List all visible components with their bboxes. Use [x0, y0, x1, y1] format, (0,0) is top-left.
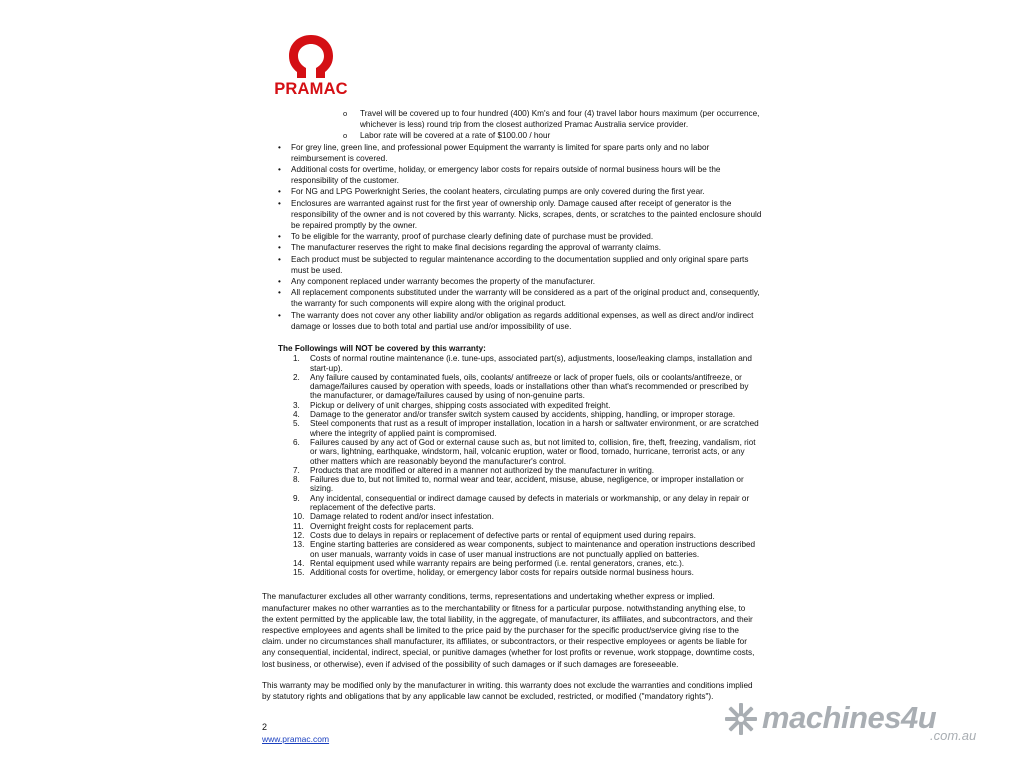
watermark-suffix: u — [917, 700, 937, 735]
exclusion-text: Rental equipment used while warranty repairs are being performed (i.e. rental generators, cranes, etc.). — [310, 558, 685, 568]
sub-item: o Travel will be covered up to four hundred (400) Km's and four (4) travel labor hours maximum (per occurrence, whichever is less) round trip from the closest authorized Pramac Australia service provider. — [360, 108, 762, 130]
exclusion-item — [293, 475, 762, 494]
exclusion-text: Damage to the generator and/or transfer switch system caused by accidents, shipping, handling, or improper storage. — [310, 410, 736, 420]
bullet-item: • Any component replaced under warranty becomes the property of the manufacturer. — [291, 276, 762, 287]
exclusion-number: 6. — [293, 437, 300, 447]
exclusions-list — [262, 354, 762, 577]
exclusion-number: 15. — [293, 568, 305, 578]
exclusion-number: 11. — [293, 521, 304, 531]
exclusion-item — [293, 354, 762, 373]
exclusion-text: Costs of normal routine maintenance (i.e. tune-ups, associated part(s), adjustments, loose/leaking clamps, installation and start-up). — [310, 354, 752, 373]
disclaimer-paragraph: The manufacturer excludes all other warranty conditions, terms, representations and undertaking whether express or implied. manufacturer makes no other warranties as to the merchantability or fitness for a particular purpose. notwithstanding anything else, to the extent permitted by the applicable law, the total liability, in the aggregate, of manufacturer, its affiliates, and subcontractors, and their respective employees and agents shall be limited to the price paid by the purchaser for the specific product/service giving rise to the claim. under no circumstances shall manufacturer, its affiliates, or subcontractors, or their respective employees or agents be liable for any consequential, incidental, indirect, special, or punitive damages (whether for lost profits or revenue, work stoppage, downtime costs, lost business, or otherwise), even if advised of the possibility of such damages or if such damages are foreseeable. — [262, 592, 755, 669]
exclusion-text: Products that are modified or altered in a manner not authorized by the manufacturer in writing. — [310, 465, 655, 475]
bullet-item: • To be eligible for the warranty, proof of purchase clearly defining date of purchase must be provided. — [291, 231, 762, 242]
bullet-item: • The manufacturer reserves the right to make final decisions regarding the approval of warranty claims. — [291, 242, 762, 253]
pramac-logo — [262, 32, 360, 98]
sub-item: o Labor rate will be covered at a rate of $100.00 / hour — [360, 130, 762, 141]
exclusion-item — [293, 540, 762, 559]
pramac-logo-mark — [262, 32, 360, 82]
watermark-domain: .com.au — [930, 728, 977, 743]
exclusion-number: 14. — [293, 558, 305, 568]
bullet-item: • Additional costs for overtime, holiday, or emergency labor costs for repairs outside of normal business hours will be the responsibility of the customer. — [291, 164, 762, 186]
footer-link[interactable]: www.pramac.com — [262, 734, 330, 744]
exclusion-text: Failures caused by any act of God or external cause such as, but not limited to, collision, fire, theft, freezing, vandalism, riot or wars, lightning, earthquake, windstorm, hail, volcanic eruption, water or flood, tornado, hurricane, terrorist acts, or any other matters which are reasonably beyond the manufacturer's control. — [310, 437, 756, 466]
document-body — [262, 108, 762, 702]
exclusion-number: 4. — [293, 410, 300, 420]
exclusion-number: 3. — [293, 400, 300, 410]
sub-list — [262, 108, 762, 142]
exclusion-number: 2. — [293, 372, 300, 382]
pramac-wordmark: PRAMAC — [274, 80, 348, 98]
exclusion-number: 5. — [293, 419, 300, 429]
exclusion-item — [293, 400, 762, 410]
exclusion-number: 9. — [293, 493, 300, 503]
modification-paragraph: This warranty may be modified only by the manufacturer in writing. this warranty does not exclude the warranties and conditions implied by statutory rights and obligations that by any applicable law cannot be excluded, restricted, or modified ("mandatory rights"). — [262, 680, 753, 702]
exclusion-item — [293, 437, 762, 466]
exclusion-text: Costs due to delays in repairs or replacement of defective parts or rental of equipment used during repairs. — [310, 530, 696, 540]
exclusion-text: Any incidental, consequential or indirect damage caused by defects in materials or workmanship, or any delay in repair or replacement of the defective parts. — [310, 493, 750, 513]
exclusion-number: 1. — [293, 354, 300, 364]
bullet-item: • All replacement components substituted under the warranty will be considered as a part of the original product and, consequently, the warranty for such components will expire along with the original product. — [291, 287, 762, 309]
bullet-item: • Enclosures are warranted against rust for the first year of ownership only. Damage caused after receipt of generator is the responsibility of the owner and is not covered by this warranty. Nicks, scrapes, dents, or scratches to the painted enclosure should be repaired promptly by the owner. — [291, 198, 762, 232]
exclusion-number: 12. — [293, 530, 305, 540]
exclusion-item — [293, 372, 762, 401]
bullet-item: • Each product must be subjected to regular maintenance according to the documentation supplied and only original spare parts must be used. — [291, 254, 762, 276]
bullet-item: • For NG and LPG Powerknight Series, the coolant heaters, circulating pumps are only covered during the first year. — [291, 186, 762, 197]
exclusion-item — [293, 493, 762, 513]
bullet-item: • The warranty does not cover any other liability and/or obligation as regards additional expenses, as well as direct and/or indirect damage or losses due to both total and partial use and/or impossibility of use. — [291, 310, 762, 332]
exclusion-text: Pickup or delivery of unit charges, shipping costs associated with expedited freight. — [310, 400, 611, 410]
watermark-digit: 4 — [901, 700, 918, 735]
exclusion-text: Steel components that rust as a result of improper installation, location in a harsh or saltwater environment, or are scratched where the integrity of applied paint is compromised. — [310, 419, 759, 438]
warranty-bullets — [262, 142, 762, 332]
exclusion-text: Any failure caused by contaminated fuels, oils, coolants/ antifreeze or lack of proper fuels, oils or coolants/antifreeze, or damage/failures caused by operation with speeds, loads or installations other than what's recommended or prescribed by the manufacturer, or damage/failures caused by using of non-genuine parts. — [310, 372, 749, 401]
exclusion-item — [293, 521, 762, 531]
watermark-word: machines — [762, 700, 902, 735]
exclusion-text: Additional costs for overtime, holiday, or emergency labor costs for repairs outside normal business hours. — [310, 568, 694, 578]
star-icon — [724, 702, 758, 736]
exclusion-item — [293, 410, 762, 420]
exclusion-text: Overnight freight costs for replacement parts. — [310, 521, 474, 531]
bullet-item: • For grey line, green line, and professional power Equipment the warranty is limited for spare parts only and no labor reimbursement is covered. — [291, 142, 762, 164]
exclusion-number: 13. — [293, 540, 305, 550]
exclusion-item — [293, 558, 762, 568]
exclusion-item — [293, 530, 762, 540]
exclusion-item — [293, 465, 762, 475]
machines4u-watermark — [724, 700, 990, 750]
exclusion-item — [293, 512, 762, 522]
exclusion-number: 7. — [293, 465, 300, 475]
exclusion-item — [293, 568, 762, 578]
exclusion-text: Damage related to rodent and/or insect infestation. — [310, 512, 494, 522]
exclusion-number: 8. — [293, 475, 300, 485]
exclusion-item — [293, 419, 762, 438]
page-number: 2 — [262, 722, 268, 732]
watermark-wordmark — [762, 700, 936, 736]
exclusion-number: 10. — [293, 512, 305, 522]
exclusion-text: Engine starting batteries are considered as wear components, subject to maintenance and operation instructions described on user manuals, warranty voids in case of user manual instructions are not punctually applied on batteries. — [310, 540, 756, 559]
exclusion-text: Failures due to, but not limited to, normal wear and tear, accident, misuse, abuse, negligence, or improper installation or sizing. — [310, 475, 744, 494]
exclusions-heading: The Followings will NOT be covered by this warranty: — [278, 344, 486, 354]
